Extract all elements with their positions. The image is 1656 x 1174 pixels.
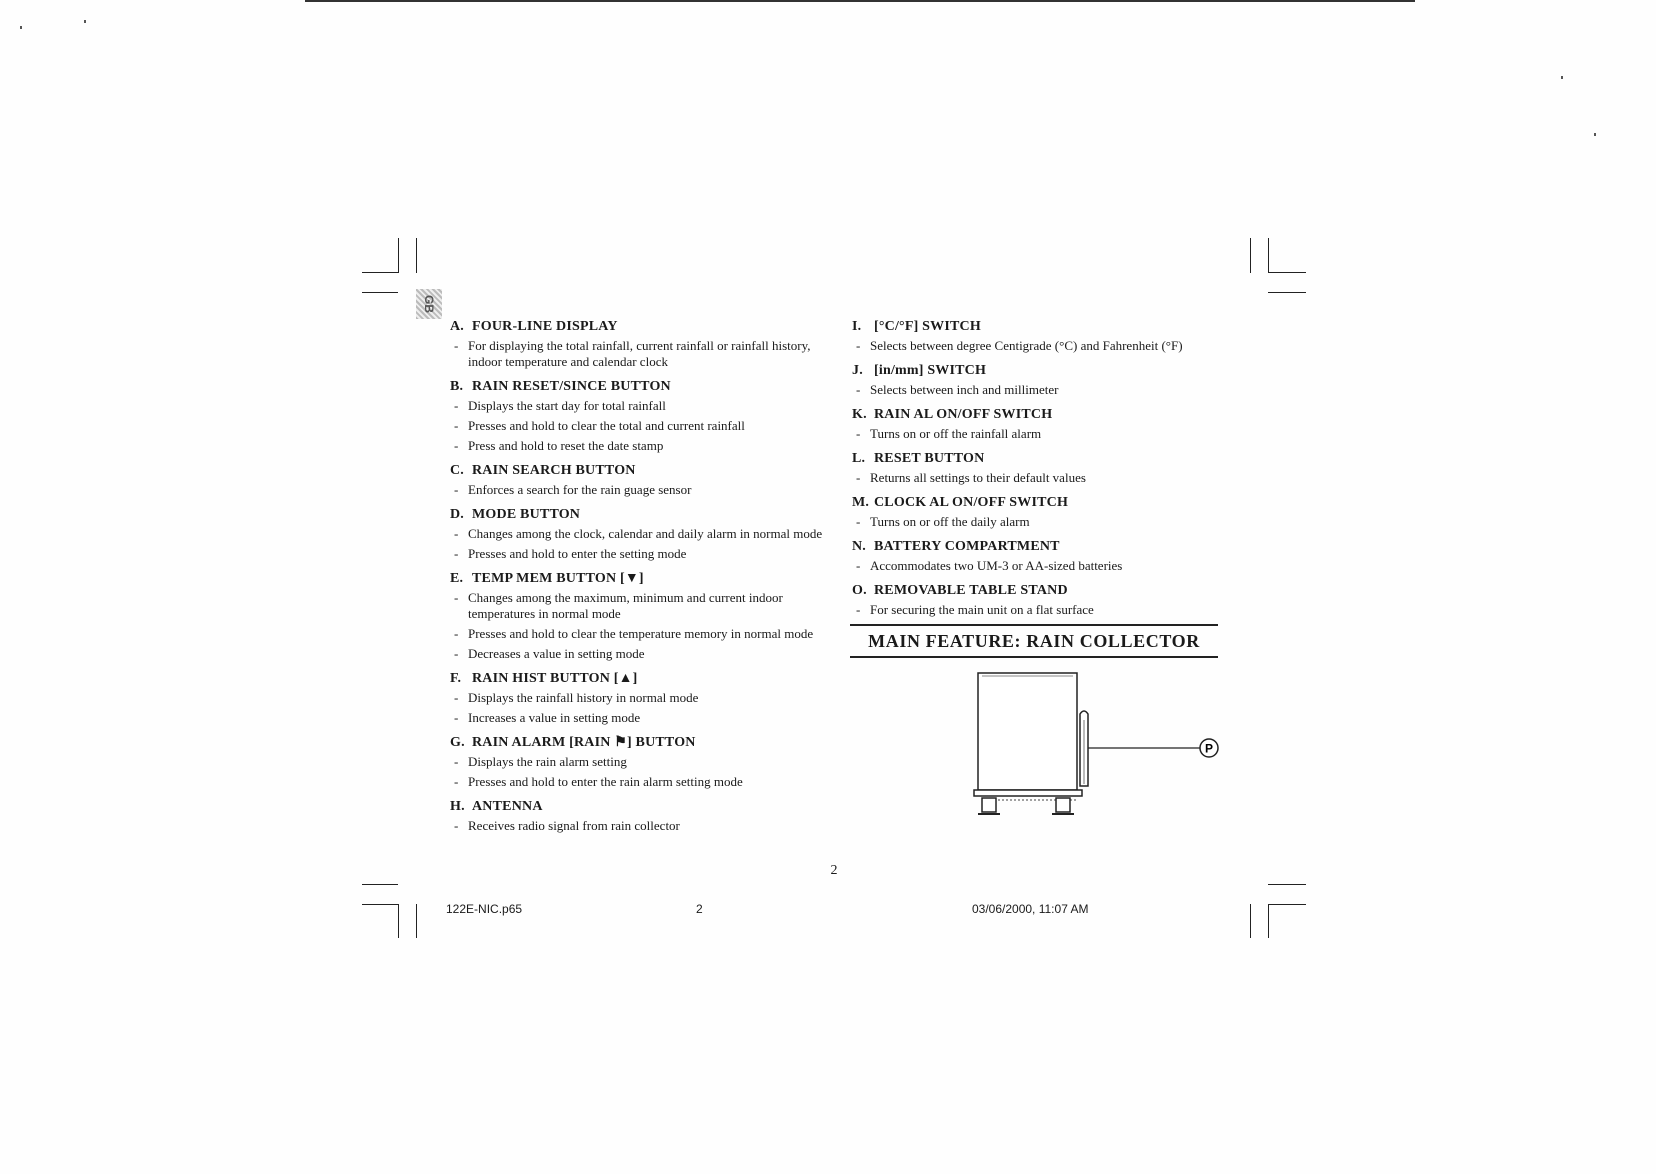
item-bullet: - Accommodates two UM-3 or AA-sized batteries [852, 558, 1222, 574]
feature-item-f [450, 670, 830, 726]
item-bullet: - Returns all settings to their default values [852, 470, 1222, 486]
footer-timestamp: 03/06/2000, 11:07 AM [972, 902, 1089, 916]
language-badge: GB [416, 289, 442, 319]
collector-body [978, 673, 1077, 790]
rain-collector-illustration [960, 668, 1230, 828]
item-key: H. [450, 799, 465, 814]
collector-foot [982, 798, 996, 812]
item-title: RAIN SEARCH BUTTON [472, 463, 636, 478]
main-feature-heading: MAIN FEATURE: RAIN COLLECTOR [850, 624, 1218, 658]
feature-item-m [852, 494, 1222, 530]
item-title: ANTENNA [472, 799, 543, 814]
collector-foot [1056, 798, 1070, 812]
scan-top-border [305, 0, 1415, 2]
item-bullet: - Turns on or off the rainfall alarm [852, 426, 1222, 442]
feature-item-o [852, 582, 1222, 618]
left-column [450, 318, 830, 842]
item-key: F. [450, 671, 462, 686]
item-key: K. [852, 407, 867, 422]
collector-base [974, 790, 1082, 796]
item-bullet: - Selects between inch and millimeter [852, 382, 1222, 398]
item-bullet: - Selects between degree Centigrade (°C) and Fahrenheit (°F) [852, 338, 1222, 354]
item-bullet: - Displays the start day for total rainfall [450, 398, 830, 414]
feature-item-a [450, 318, 830, 370]
item-bullet: - Press and hold to reset the date stamp [450, 438, 830, 454]
item-title: RESET BUTTON [874, 451, 985, 466]
item-bullet: - For displaying the total rainfall, current rainfall or rainfall history, indoor temperature and calendar clock [450, 338, 830, 370]
item-title: FOUR-LINE DISPLAY [472, 319, 618, 334]
item-title: RAIN RESET/SINCE BUTTON [472, 379, 671, 394]
item-key: B. [450, 379, 464, 394]
item-title: CLOCK AL ON/OFF SWITCH [874, 495, 1069, 510]
item-bullet: - Increases a value in setting mode [450, 710, 830, 726]
item-title: REMOVABLE TABLE STAND [874, 583, 1068, 598]
callout-label: P [1204, 741, 1214, 756]
item-bullet: - Changes among the maximum, minimum and current indoor temperatures in normal mode [450, 590, 830, 622]
item-bullet: - Presses and hold to clear the temperature memory in normal mode [450, 626, 830, 642]
item-key: M. [852, 495, 870, 510]
item-title: TEMP MEM BUTTON [▼] [472, 571, 644, 586]
item-title: [in/mm] SWITCH [874, 363, 987, 378]
feature-item-e [450, 570, 830, 662]
item-title: RAIN ALARM [RAIN ⚑] BUTTON [472, 735, 696, 750]
item-title: BATTERY COMPARTMENT [874, 539, 1060, 554]
scan-speck [84, 20, 86, 23]
item-key: J. [852, 363, 863, 378]
feature-item-j [852, 362, 1222, 398]
scan-speck [1594, 133, 1596, 136]
item-title: RAIN AL ON/OFF SWITCH [874, 407, 1053, 422]
item-title: RAIN HIST BUTTON [▲] [472, 671, 638, 686]
scan-speck [20, 26, 22, 29]
item-bullet: - Displays the rain alarm setting [450, 754, 830, 770]
item-key: G. [450, 735, 465, 750]
item-bullet: - Receives radio signal from rain collector [450, 818, 830, 834]
scan-speck [1561, 76, 1563, 79]
item-key: A. [450, 319, 465, 334]
item-key: N. [852, 539, 867, 554]
item-key: O. [852, 583, 867, 598]
item-key: E. [450, 571, 464, 586]
feature-item-i [852, 318, 1222, 354]
feature-item-d [450, 506, 830, 562]
item-bullet: - Displays the rainfall history in normal mode [450, 690, 830, 706]
item-key: I. [852, 319, 862, 334]
feature-item-h [450, 798, 830, 834]
item-bullet: - Changes among the clock, calendar and daily alarm in normal mode [450, 526, 830, 542]
item-key: L. [852, 451, 866, 466]
item-title: [°C/°F] SWITCH [874, 319, 981, 334]
feature-item-k [852, 406, 1222, 442]
feature-item-g [450, 734, 830, 790]
item-bullet: - Enforces a search for the rain guage sensor [450, 482, 830, 498]
item-bullet: - Presses and hold to enter the setting mode [450, 546, 830, 562]
item-bullet: - Turns on or off the daily alarm [852, 514, 1222, 530]
item-key: D. [450, 507, 465, 522]
feature-item-l [852, 450, 1222, 486]
item-bullet: - For securing the main unit on a flat surface [852, 602, 1222, 618]
footer-page: 2 [696, 902, 703, 916]
page-number: 2 [830, 863, 838, 878]
feature-item-n [852, 538, 1222, 574]
footer-file: 122E-NIC.p65 [446, 902, 523, 916]
item-bullet: - Presses and hold to enter the rain alarm setting mode [450, 774, 830, 790]
feature-item-c [450, 462, 830, 498]
item-title: MODE BUTTON [472, 507, 581, 522]
item-key: C. [450, 463, 465, 478]
right-column [852, 318, 1222, 626]
item-bullet: - Decreases a value in setting mode [450, 646, 830, 662]
item-bullet: - Presses and hold to clear the total and current rainfall [450, 418, 830, 434]
feature-item-b [450, 378, 830, 454]
